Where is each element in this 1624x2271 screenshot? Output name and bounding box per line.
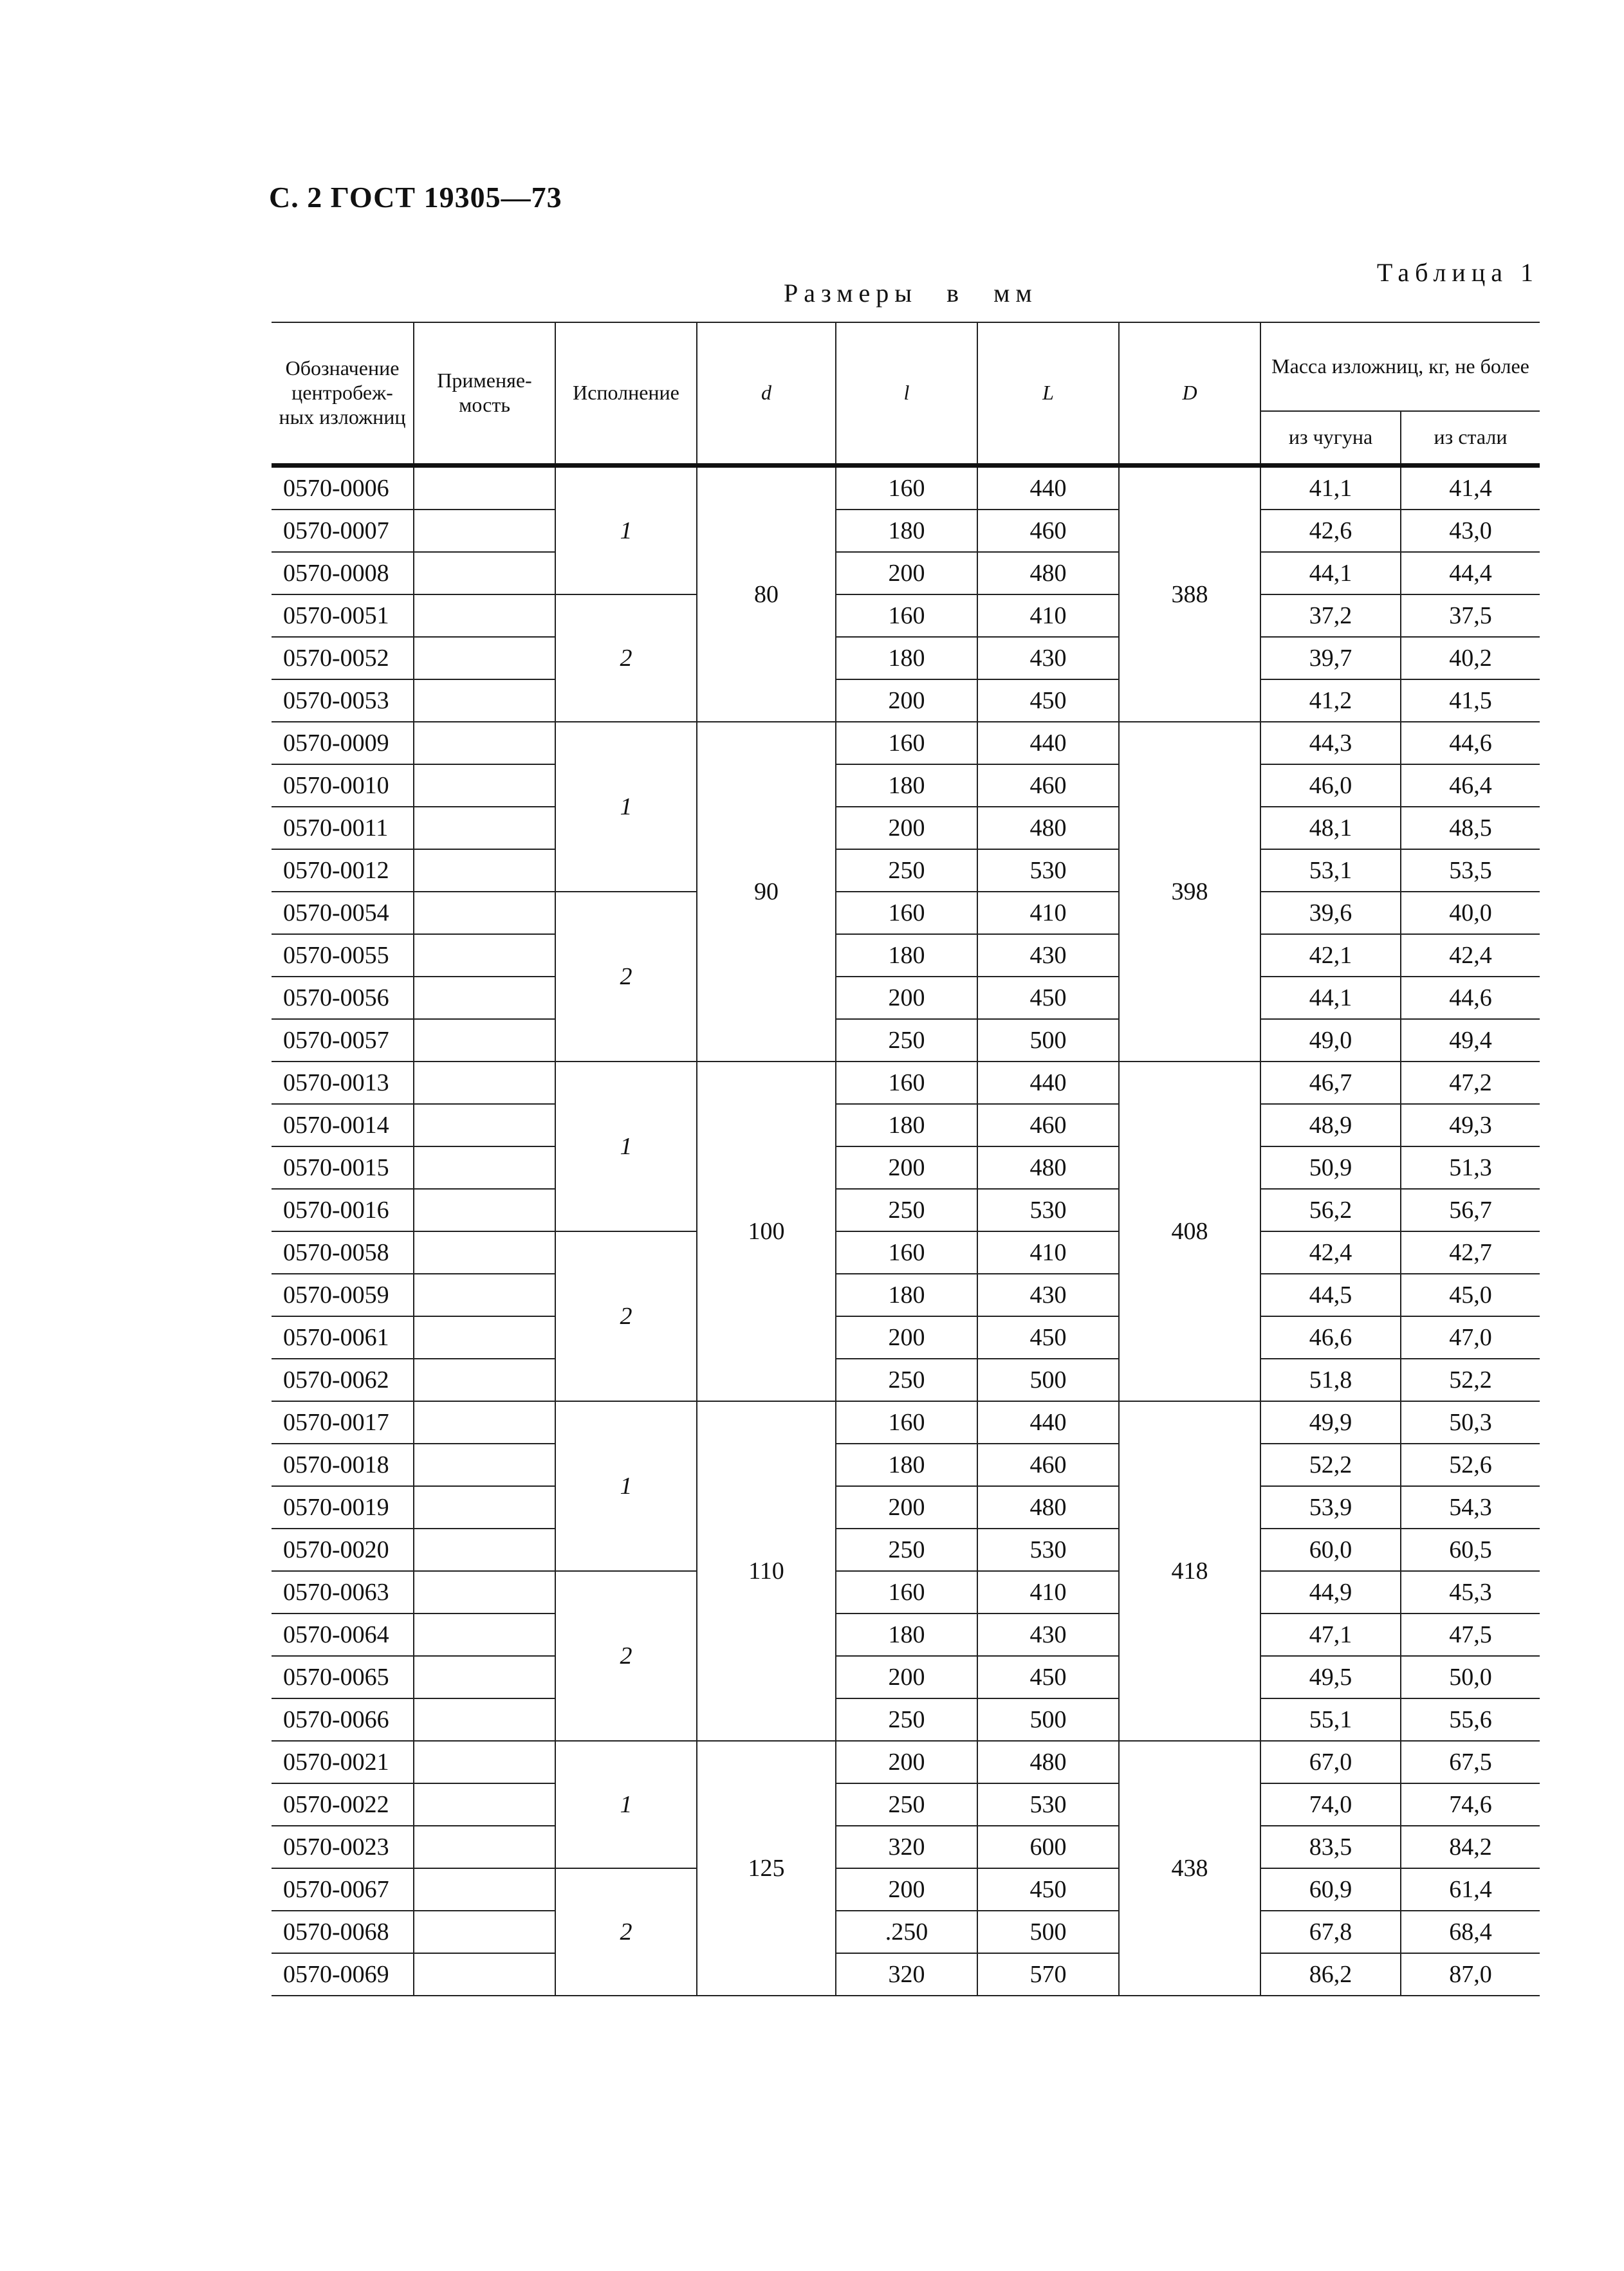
version-cell: 2 [555, 892, 697, 1062]
l-cell: 250 [836, 1189, 977, 1231]
mass-cast-iron-cell: 42,6 [1260, 510, 1401, 552]
table-row [272, 1868, 1540, 1911]
mass-cast-iron-cell: 44,1 [1260, 552, 1401, 594]
mass-cast-iron-cell: 44,5 [1260, 1274, 1401, 1316]
l-cell: 250 [836, 1698, 977, 1741]
L-cell: 530 [977, 1529, 1119, 1571]
l-cell: 160 [836, 466, 977, 510]
designation-cell: 0570-0068 [272, 1911, 414, 1953]
mass-cast-iron-cell: 67,0 [1260, 1741, 1401, 1783]
table-row [272, 552, 1540, 594]
d-cell: 125 [697, 1741, 836, 1996]
designation-cell: 0570-0065 [272, 1656, 414, 1698]
table-row [272, 1783, 1540, 1826]
l-cell: 200 [836, 807, 977, 849]
version-cell: 1 [555, 722, 697, 892]
designation-cell: 0570-0058 [272, 1231, 414, 1274]
mass-cast-iron-cell: 67,8 [1260, 1911, 1401, 1953]
version-cell: 1 [555, 1741, 697, 1868]
mass-cast-iron-cell: 41,2 [1260, 679, 1401, 722]
L-cell: 600 [977, 1826, 1119, 1868]
mass-steel-cell: 47,2 [1401, 1062, 1540, 1104]
designation-cell: 0570-0023 [272, 1826, 414, 1868]
mass-cast-iron-cell: 42,1 [1260, 934, 1401, 977]
d-cell: 80 [697, 466, 836, 722]
table-row [272, 1614, 1540, 1656]
mass-cast-iron-cell: 46,7 [1260, 1062, 1401, 1104]
table-row [272, 1826, 1540, 1868]
D-cell: 438 [1119, 1741, 1260, 1996]
table-row [272, 1274, 1540, 1316]
L-cell: 500 [977, 1698, 1119, 1741]
designation-cell: 0570-0062 [272, 1359, 414, 1401]
mass-steel-cell: 47,5 [1401, 1614, 1540, 1656]
col-l: l [836, 322, 977, 466]
l-cell: 250 [836, 1529, 977, 1571]
dimensions-table [272, 322, 1540, 1996]
applicability-cell [414, 1911, 555, 1953]
table-row [272, 849, 1540, 892]
designation-cell: 0570-0021 [272, 1741, 414, 1783]
designation-cell: 0570-0006 [272, 466, 414, 510]
L-cell: 430 [977, 1614, 1119, 1656]
table-row [272, 1911, 1540, 1953]
mass-cast-iron-cell: 56,2 [1260, 1189, 1401, 1231]
L-cell: 530 [977, 1189, 1119, 1231]
l-cell: 180 [836, 1614, 977, 1656]
applicability-cell [414, 552, 555, 594]
table-row [272, 1656, 1540, 1698]
page-header: С. 2 ГОСТ 19305—73 [269, 181, 562, 214]
l-cell: 180 [836, 1104, 977, 1146]
applicability-cell [414, 679, 555, 722]
L-cell: 430 [977, 1274, 1119, 1316]
designation-cell: 0570-0055 [272, 934, 414, 977]
applicability-cell [414, 1231, 555, 1274]
col-mass: Масса изложниц, кг, не более [1260, 322, 1540, 411]
applicability-cell [414, 722, 555, 764]
l-cell: 320 [836, 1953, 977, 1996]
version-cell: 1 [555, 466, 697, 595]
applicability-cell [414, 510, 555, 552]
table-row [272, 679, 1540, 722]
L-cell: 410 [977, 1571, 1119, 1614]
designation-cell: 0570-0054 [272, 892, 414, 934]
designation-cell: 0570-0067 [272, 1868, 414, 1911]
L-cell: 430 [977, 637, 1119, 679]
applicability-cell [414, 1571, 555, 1614]
table-row [272, 764, 1540, 807]
designation-cell: 0570-0009 [272, 722, 414, 764]
D-cell: 388 [1119, 466, 1260, 722]
mass-steel-cell: 49,3 [1401, 1104, 1540, 1146]
L-cell: 480 [977, 1486, 1119, 1529]
L-cell: 440 [977, 1062, 1119, 1104]
table-row [272, 1571, 1540, 1614]
d-cell: 100 [697, 1062, 836, 1401]
l-cell: 180 [836, 1274, 977, 1316]
col-d: d [697, 322, 836, 466]
designation-cell: 0570-0022 [272, 1783, 414, 1826]
table-row [272, 892, 1540, 934]
table-row [272, 1146, 1540, 1189]
l-cell: 200 [836, 1656, 977, 1698]
l-cell: 160 [836, 594, 977, 637]
l-cell: 320 [836, 1826, 977, 1868]
l-cell: 250 [836, 1359, 977, 1401]
mass-cast-iron-cell: 42,4 [1260, 1231, 1401, 1274]
applicability-cell [414, 1274, 555, 1316]
mass-cast-iron-cell: 51,8 [1260, 1359, 1401, 1401]
table-row [272, 1953, 1540, 1996]
mass-cast-iron-cell: 48,9 [1260, 1104, 1401, 1146]
l-cell: 160 [836, 1062, 977, 1104]
applicability-cell [414, 1868, 555, 1911]
L-cell: 480 [977, 807, 1119, 849]
l-cell: 250 [836, 849, 977, 892]
table-row [272, 594, 1540, 637]
designation-cell: 0570-0052 [272, 637, 414, 679]
applicability-cell [414, 637, 555, 679]
designation-cell: 0570-0061 [272, 1316, 414, 1359]
version-cell: 2 [555, 594, 697, 722]
mass-steel-cell: 87,0 [1401, 1953, 1540, 1996]
l-cell: 180 [836, 764, 977, 807]
designation-cell: 0570-0069 [272, 1953, 414, 1996]
mass-steel-cell: 53,5 [1401, 849, 1540, 892]
D-cell: 418 [1119, 1401, 1260, 1741]
mass-steel-cell: 46,4 [1401, 764, 1540, 807]
l-cell: 200 [836, 552, 977, 594]
l-cell: 180 [836, 1444, 977, 1486]
l-cell: .250 [836, 1911, 977, 1953]
l-cell: 200 [836, 679, 977, 722]
mass-steel-cell: 45,0 [1401, 1274, 1540, 1316]
mass-steel-cell: 74,6 [1401, 1783, 1540, 1826]
L-cell: 530 [977, 849, 1119, 892]
L-cell: 500 [977, 1911, 1119, 1953]
l-cell: 160 [836, 892, 977, 934]
mass-steel-cell: 52,6 [1401, 1444, 1540, 1486]
mass-steel-cell: 47,0 [1401, 1316, 1540, 1359]
mass-cast-iron-cell: 44,1 [1260, 977, 1401, 1019]
L-cell: 480 [977, 552, 1119, 594]
L-cell: 440 [977, 466, 1119, 510]
mass-steel-cell: 55,6 [1401, 1698, 1540, 1741]
L-cell: 460 [977, 1104, 1119, 1146]
mass-steel-cell: 50,3 [1401, 1401, 1540, 1444]
version-cell: 1 [555, 1401, 697, 1571]
l-cell: 180 [836, 510, 977, 552]
applicability-cell [414, 1316, 555, 1359]
table-row [272, 1698, 1540, 1741]
mass-cast-iron-cell: 44,9 [1260, 1571, 1401, 1614]
designation-cell: 0570-0015 [272, 1146, 414, 1189]
table-row [272, 1359, 1540, 1401]
L-cell: 460 [977, 764, 1119, 807]
applicability-cell [414, 977, 555, 1019]
mass-steel-cell: 43,0 [1401, 510, 1540, 552]
mass-steel-cell: 52,2 [1401, 1359, 1540, 1401]
designation-cell: 0570-0013 [272, 1062, 414, 1104]
applicability-cell [414, 1529, 555, 1571]
l-cell: 250 [836, 1019, 977, 1062]
l-cell: 250 [836, 1783, 977, 1826]
l-cell: 160 [836, 1231, 977, 1274]
mass-cast-iron-cell: 48,1 [1260, 807, 1401, 849]
designation-cell: 0570-0018 [272, 1444, 414, 1486]
D-cell: 398 [1119, 722, 1260, 1062]
designation-cell: 0570-0059 [272, 1274, 414, 1316]
table-row [272, 466, 1540, 510]
mass-cast-iron-cell: 55,1 [1260, 1698, 1401, 1741]
l-cell: 200 [836, 977, 977, 1019]
mass-cast-iron-cell: 52,2 [1260, 1444, 1401, 1486]
l-cell: 160 [836, 1571, 977, 1614]
applicability-cell [414, 1146, 555, 1189]
mass-steel-cell: 61,4 [1401, 1868, 1540, 1911]
L-cell: 480 [977, 1146, 1119, 1189]
applicability-cell [414, 1698, 555, 1741]
table-row [272, 1104, 1540, 1146]
col-L: L [977, 322, 1119, 466]
l-cell: 180 [836, 637, 977, 679]
table-row [272, 934, 1540, 977]
applicability-cell [414, 1189, 555, 1231]
L-cell: 450 [977, 679, 1119, 722]
mass-steel-cell: 37,5 [1401, 594, 1540, 637]
mass-steel-cell: 54,3 [1401, 1486, 1540, 1529]
L-cell: 480 [977, 1741, 1119, 1783]
L-cell: 450 [977, 977, 1119, 1019]
mass-cast-iron-cell: 46,6 [1260, 1316, 1401, 1359]
applicability-cell [414, 849, 555, 892]
mass-cast-iron-cell: 74,0 [1260, 1783, 1401, 1826]
version-cell: 2 [555, 1231, 697, 1401]
mass-steel-cell: 68,4 [1401, 1911, 1540, 1953]
version-cell: 2 [555, 1868, 697, 1996]
mass-cast-iron-cell: 83,5 [1260, 1826, 1401, 1868]
mass-steel-cell: 48,5 [1401, 807, 1540, 849]
l-cell: 200 [836, 1486, 977, 1529]
designation-cell: 0570-0007 [272, 510, 414, 552]
mass-steel-cell: 42,4 [1401, 934, 1540, 977]
L-cell: 430 [977, 934, 1119, 977]
mass-cast-iron-cell: 46,0 [1260, 764, 1401, 807]
mass-cast-iron-cell: 53,9 [1260, 1486, 1401, 1529]
mass-cast-iron-cell: 49,0 [1260, 1019, 1401, 1062]
mass-steel-cell: 84,2 [1401, 1826, 1540, 1868]
mass-steel-cell: 67,5 [1401, 1741, 1540, 1783]
table-row [272, 722, 1540, 764]
applicability-cell [414, 1444, 555, 1486]
mass-cast-iron-cell: 41,1 [1260, 466, 1401, 510]
designation-cell: 0570-0019 [272, 1486, 414, 1529]
mass-steel-cell: 44,6 [1401, 977, 1540, 1019]
applicability-cell [414, 1486, 555, 1529]
L-cell: 500 [977, 1359, 1119, 1401]
table-row [272, 1316, 1540, 1359]
d-cell: 110 [697, 1401, 836, 1741]
l-cell: 160 [836, 1401, 977, 1444]
L-cell: 460 [977, 510, 1119, 552]
mass-steel-cell: 44,4 [1401, 552, 1540, 594]
mass-cast-iron-cell: 49,9 [1260, 1401, 1401, 1444]
designation-cell: 0570-0057 [272, 1019, 414, 1062]
mass-cast-iron-cell: 50,9 [1260, 1146, 1401, 1189]
version-cell: 2 [555, 1571, 697, 1741]
applicability-cell [414, 1062, 555, 1104]
d-cell: 90 [697, 722, 836, 1062]
designation-cell: 0570-0012 [272, 849, 414, 892]
applicability-cell [414, 934, 555, 977]
table-row [272, 1189, 1540, 1231]
col-cast-iron: из чугуна [1260, 411, 1401, 466]
mass-cast-iron-cell: 86,2 [1260, 1953, 1401, 1996]
applicability-cell [414, 1019, 555, 1062]
table-row [272, 1231, 1540, 1274]
table-row [272, 1019, 1540, 1062]
designation-cell: 0570-0051 [272, 594, 414, 637]
l-cell: 200 [836, 1146, 977, 1189]
mass-steel-cell: 45,3 [1401, 1571, 1540, 1614]
table-row [272, 807, 1540, 849]
designation-cell: 0570-0010 [272, 764, 414, 807]
col-version: Исполнение [555, 322, 697, 466]
designation-cell: 0570-0056 [272, 977, 414, 1019]
version-cell: 1 [555, 1062, 697, 1231]
applicability-cell [414, 764, 555, 807]
L-cell: 500 [977, 1019, 1119, 1062]
mass-steel-cell: 49,4 [1401, 1019, 1540, 1062]
table-row [272, 977, 1540, 1019]
L-cell: 450 [977, 1656, 1119, 1698]
applicability-cell [414, 1104, 555, 1146]
mass-steel-cell: 51,3 [1401, 1146, 1540, 1189]
mass-cast-iron-cell: 53,1 [1260, 849, 1401, 892]
mass-steel-cell: 56,7 [1401, 1189, 1540, 1231]
designation-cell: 0570-0014 [272, 1104, 414, 1146]
mass-cast-iron-cell: 39,7 [1260, 637, 1401, 679]
l-cell: 200 [836, 1868, 977, 1911]
l-cell: 180 [836, 934, 977, 977]
designation-cell: 0570-0053 [272, 679, 414, 722]
applicability-cell [414, 1826, 555, 1868]
designation-cell: 0570-0063 [272, 1571, 414, 1614]
col-steel: из стали [1401, 411, 1540, 466]
l-cell: 160 [836, 722, 977, 764]
applicability-cell [414, 1741, 555, 1783]
table-row [272, 510, 1540, 552]
L-cell: 570 [977, 1953, 1119, 1996]
D-cell: 408 [1119, 1062, 1260, 1401]
table-label: Таблица 1 [1376, 258, 1539, 287]
mass-cast-iron-cell: 44,3 [1260, 722, 1401, 764]
mass-steel-cell: 40,2 [1401, 637, 1540, 679]
L-cell: 460 [977, 1444, 1119, 1486]
designation-cell: 0570-0017 [272, 1401, 414, 1444]
L-cell: 440 [977, 1401, 1119, 1444]
mass-cast-iron-cell: 60,9 [1260, 1868, 1401, 1911]
mass-steel-cell: 50,0 [1401, 1656, 1540, 1698]
mass-cast-iron-cell: 39,6 [1260, 892, 1401, 934]
table-row [272, 637, 1540, 679]
applicability-cell [414, 594, 555, 637]
col-designation: Обозначение центробеж- ных изложниц [272, 322, 414, 466]
col-applicability: Применяе- мость [414, 322, 555, 466]
table-row [272, 1486, 1540, 1529]
table-row [272, 1444, 1540, 1486]
L-cell: 410 [977, 1231, 1119, 1274]
col-D: D [1119, 322, 1260, 466]
L-cell: 410 [977, 594, 1119, 637]
applicability-cell [414, 1656, 555, 1698]
mass-cast-iron-cell: 60,0 [1260, 1529, 1401, 1571]
L-cell: 440 [977, 722, 1119, 764]
mass-steel-cell: 41,4 [1401, 466, 1540, 510]
table-row [272, 1529, 1540, 1571]
applicability-cell [414, 466, 555, 510]
mass-cast-iron-cell: 37,2 [1260, 594, 1401, 637]
applicability-cell [414, 1614, 555, 1656]
designation-cell: 0570-0011 [272, 807, 414, 849]
mass-steel-cell: 42,7 [1401, 1231, 1540, 1274]
mass-steel-cell: 44,6 [1401, 722, 1540, 764]
applicability-cell [414, 1359, 555, 1401]
mass-steel-cell: 60,5 [1401, 1529, 1540, 1571]
designation-cell: 0570-0064 [272, 1614, 414, 1656]
L-cell: 530 [977, 1783, 1119, 1826]
units-label: Размеры в мм [784, 279, 1038, 308]
L-cell: 410 [977, 892, 1119, 934]
table-row [272, 1741, 1540, 1783]
l-cell: 200 [836, 1741, 977, 1783]
L-cell: 450 [977, 1316, 1119, 1359]
mass-cast-iron-cell: 49,5 [1260, 1656, 1401, 1698]
table-row [272, 1401, 1540, 1444]
applicability-cell [414, 892, 555, 934]
applicability-cell [414, 1401, 555, 1444]
designation-cell: 0570-0016 [272, 1189, 414, 1231]
designation-cell: 0570-0066 [272, 1698, 414, 1741]
l-cell: 200 [836, 1316, 977, 1359]
designation-cell: 0570-0020 [272, 1529, 414, 1571]
designation-cell: 0570-0008 [272, 552, 414, 594]
mass-cast-iron-cell: 47,1 [1260, 1614, 1401, 1656]
table-body [272, 466, 1540, 1996]
applicability-cell [414, 1783, 555, 1826]
mass-steel-cell: 41,5 [1401, 679, 1540, 722]
L-cell: 450 [977, 1868, 1119, 1911]
applicability-cell [414, 807, 555, 849]
applicability-cell [414, 1953, 555, 1996]
mass-steel-cell: 40,0 [1401, 892, 1540, 934]
table-row [272, 1062, 1540, 1104]
